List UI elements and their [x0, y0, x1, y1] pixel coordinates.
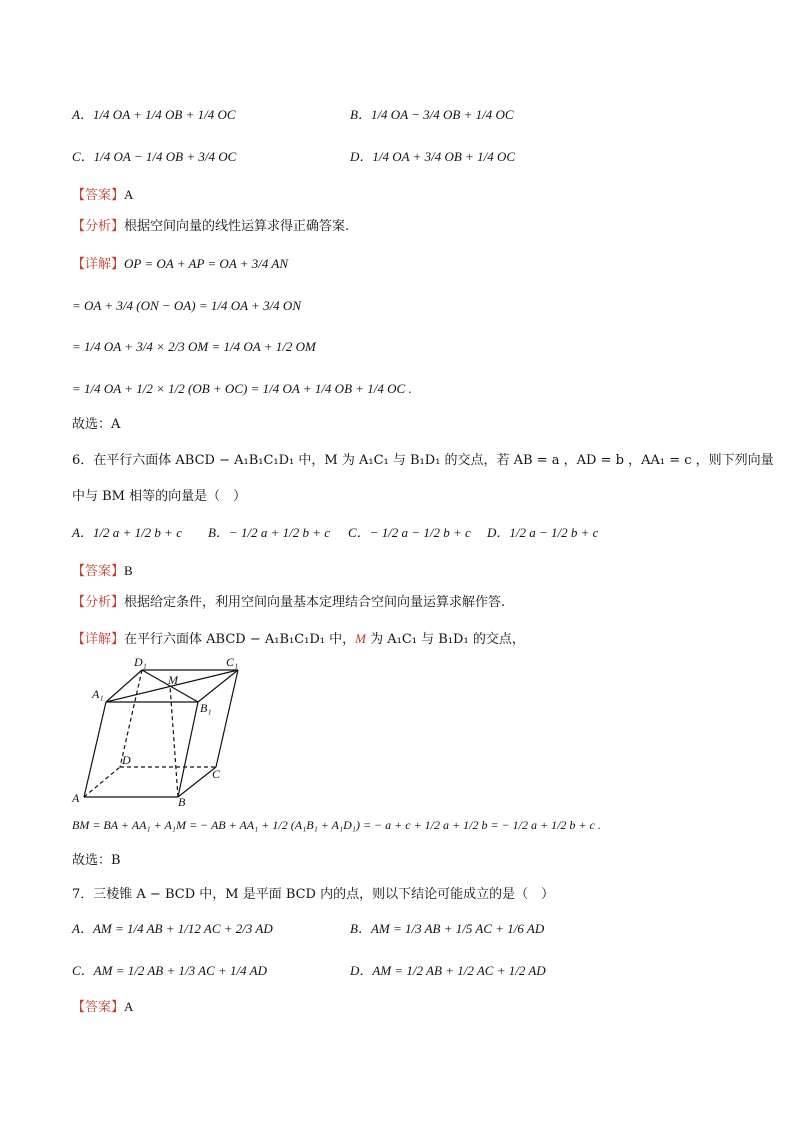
q5-analysis	[72, 218, 349, 236]
q5-option-a: A．1/4 OA + 1/4 OB + 1/4 OC	[72, 107, 236, 122]
detail-step-4: = 1/4 OA + 1/2 × 1/2 (OB + OC) = 1/4 OA + 1/4 OB + 1/4 OC .	[72, 381, 412, 396]
edge-a1-a	[84, 702, 106, 797]
q5-option-b: B．1/4 OA − 3/4 OB + 1/4 OC	[350, 107, 514, 122]
edge-b1-b	[178, 702, 198, 797]
parallelepiped-diagram	[70, 652, 245, 807]
detail-point-m: M	[355, 631, 366, 646]
detail-tag: 【详解】	[72, 257, 125, 272]
answer-value: A	[124, 187, 134, 202]
q6-answer	[72, 562, 133, 581]
q5-option-c: C．1/4 OA − 1/4 OB + 3/4 OC	[72, 149, 237, 164]
label-d1: D₁	[134, 655, 147, 669]
q6-option-a: A．1/2 a + 1/2 b + c	[72, 525, 182, 540]
analysis-tag: 【分析】	[72, 595, 125, 610]
answer-value: B	[124, 563, 133, 578]
q5-detail	[72, 255, 288, 274]
detail-step-3: = 1/4 OA + 3/4 × 2/3 OM = 1/4 OA + 1/2 OM	[72, 339, 316, 354]
label-c1: C₁	[226, 655, 239, 669]
q7-stem: 7．三棱锥 A − BCD 中，M 是平面 BCD 内的点，则以下结论可能成立的是（ ）	[72, 887, 555, 902]
q6-analysis	[72, 594, 505, 612]
label-a: A	[72, 791, 80, 805]
q7-answer	[72, 998, 133, 1017]
q5-option-d: D．1/4 OA + 3/4 OB + 1/4 OC	[350, 149, 516, 164]
q5-choose: 故选：A	[72, 417, 121, 432]
answer-value: A	[124, 999, 134, 1014]
q7-option-b: B．AM = 1/3 AB + 1/5 AC + 1/6 AD	[350, 921, 545, 936]
detail-tag: 【详解】	[72, 632, 125, 647]
q7-option-c: C．AM = 1/2 AB + 1/3 AC + 1/4 AD	[72, 963, 267, 978]
segment-b-m	[170, 686, 178, 797]
q6-option-c: C．− 1/2 a − 1/2 b + c	[348, 525, 471, 540]
q6-detail	[72, 630, 525, 649]
detail-text-pre: 在平行六面体 ABCD − A₁B₁C₁D₁ 中，	[124, 632, 356, 647]
q6-vector-equation: BM = BA + AA₁ + A₁M = − AB + AA₁ + 1/2 (A₁B₁ + A₁D₁) = − a + c + 1/2 a + 1/2 b = − 1/2 a + 1/2 b + c .	[72, 818, 601, 832]
analysis-text: 根据空间向量的线性运算求得正确答案.	[124, 219, 350, 234]
detail-text-post: 为 A₁C₁ 与 B₁D₁ 的交点，	[366, 632, 525, 647]
q7-option-a: A．AM = 1/4 AB + 1/12 AC + 2/3 AD	[72, 921, 273, 936]
q6-choose: 故选：B	[72, 853, 121, 868]
analysis-tag: 【分析】	[72, 219, 125, 234]
q7-option-d: D．AM = 1/2 AB + 1/2 AC + 1/2 AD	[350, 963, 546, 978]
detail-step-1: OP = OA + AP = OA + 3/4 AN	[124, 256, 289, 271]
label-d: D	[122, 753, 131, 767]
detail-step-2: = OA + 3/4 (ON − OA) = 1/4 OA + 3/4 ON	[72, 298, 301, 313]
q5-answer	[72, 186, 133, 205]
q6-stem-line-1: 6．在平行六面体 ABCD − A₁B₁C₁D₁ 中，M 为 A₁C₁ 与 B₁D₁ 的交点，若 AB = a ，AD = b ，AA₁ = c ，则下列向量	[72, 453, 774, 468]
q6-stem-line-2: 中与 BM 相等的向量是（ ）	[72, 489, 247, 504]
answer-tag: 【答案】	[72, 188, 125, 203]
label-b1: B₁	[200, 701, 212, 715]
label-b: B	[178, 795, 186, 807]
label-a1: A₁	[92, 687, 104, 701]
label-c: C	[212, 767, 221, 781]
q6-option-d: D．1/2 a − 1/2 b + c	[487, 525, 599, 540]
analysis-text: 根据给定条件，利用空间向量基本定理结合空间向量运算求解作答.	[124, 595, 506, 610]
answer-tag: 【答案】	[72, 1000, 125, 1015]
label-m: M	[168, 673, 178, 687]
q6-option-b: B．− 1/2 a + 1/2 b + c	[208, 525, 331, 540]
answer-tag: 【答案】	[72, 564, 125, 579]
